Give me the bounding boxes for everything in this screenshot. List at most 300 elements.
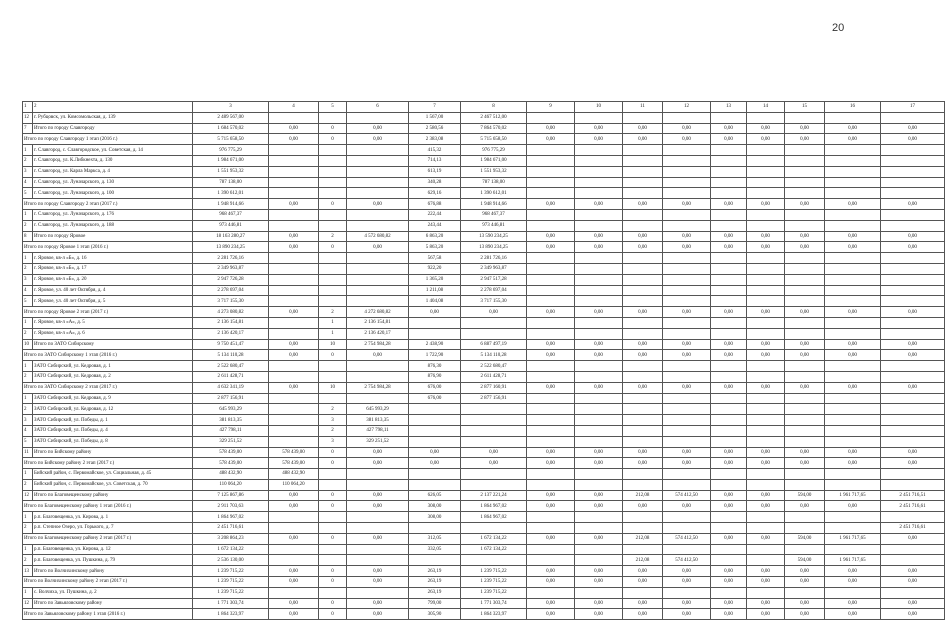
- table-cell: [785, 371, 825, 382]
- table-cell: 0,00: [623, 609, 663, 620]
- table-cell: [663, 371, 711, 382]
- table-cell: [575, 555, 623, 566]
- table-cell: [347, 220, 409, 231]
- table-cell: 1: [23, 393, 33, 404]
- table-cell: 594,00: [785, 533, 825, 544]
- table-cell: [711, 415, 747, 426]
- table-cell: [785, 263, 825, 274]
- table-cell: 0,00: [347, 123, 409, 134]
- table-cell: 4 572 680,82: [347, 231, 409, 242]
- table-cell: 0,00: [347, 458, 409, 469]
- subtotal-label: Итого по городу Яровое 1 этап (2016 г.): [23, 242, 193, 253]
- table-cell: [527, 166, 575, 177]
- table-row: [23, 145, 945, 156]
- table-cell: [575, 544, 623, 555]
- table-header-cell: 17: [881, 102, 945, 113]
- table-cell: 1 404,08: [409, 296, 461, 307]
- table-cell: [527, 317, 575, 328]
- table-cell: [623, 145, 663, 156]
- table-cell: [747, 285, 785, 296]
- table-cell: 2: [319, 307, 347, 318]
- table-cell: [409, 523, 461, 534]
- table-cell: 0,00: [575, 490, 623, 501]
- table-cell: [825, 253, 881, 264]
- table-cell: [527, 177, 575, 188]
- table-cell: [785, 209, 825, 220]
- table-cell: [711, 328, 747, 339]
- table-cell: [575, 145, 623, 156]
- table-cell: [623, 512, 663, 523]
- table-cell: [825, 361, 881, 372]
- table-cell: [527, 587, 575, 598]
- table-cell: [785, 523, 825, 534]
- table-row: [23, 598, 945, 609]
- table-cell: [825, 415, 881, 426]
- table-cell: 0: [319, 458, 347, 469]
- table-cell: 0,00: [269, 339, 319, 350]
- table-cell: 0,00: [663, 447, 711, 458]
- table-cell: 0,00: [747, 134, 785, 145]
- table-row: [23, 328, 945, 339]
- table-cell: 2 536 130,00: [193, 555, 269, 566]
- table-cell: [319, 263, 347, 274]
- table-cell: [575, 155, 623, 166]
- table-cell: [747, 112, 785, 123]
- table-cell: 427 798,11: [193, 425, 269, 436]
- table-cell: 0,00: [269, 382, 319, 393]
- table-cell: 10: [319, 382, 347, 393]
- table-cell: [881, 361, 945, 372]
- table-cell: 0,00: [663, 350, 711, 361]
- table-cell: 0,00: [825, 123, 881, 134]
- table-cell: [319, 587, 347, 598]
- table-cell: [527, 253, 575, 264]
- table-cell: 676,88: [409, 199, 461, 210]
- table-cell: [785, 415, 825, 426]
- table-cell: 2 281 726,16: [193, 253, 269, 264]
- table-cell: [319, 188, 347, 199]
- subtotal-label: Итого по Завьяловскому району 1 этап (2016 г.): [23, 609, 193, 620]
- table-cell: 0,00: [623, 566, 663, 577]
- table-cell: 626,05: [409, 490, 461, 501]
- table-cell: 0,00: [663, 123, 711, 134]
- table-cell: [575, 177, 623, 188]
- table-header-cell: 16: [825, 102, 881, 113]
- table-cell: 0,00: [825, 501, 881, 512]
- table-cell: 0,00: [747, 123, 785, 134]
- table-cell: 5: [23, 188, 33, 199]
- table-cell: 0,00: [785, 350, 825, 361]
- table-cell: 2 911 703,63: [193, 501, 269, 512]
- table-cell: 0: [319, 242, 347, 253]
- table-cell: [527, 469, 575, 480]
- table-cell: 0,00: [575, 501, 623, 512]
- table-cell: р.п. Благовещенка, ул. Кирова, д. 12: [33, 544, 193, 555]
- table-cell: [527, 112, 575, 123]
- table-cell: [269, 155, 319, 166]
- table-cell: [319, 112, 347, 123]
- table-cell: [663, 393, 711, 404]
- table-cell: 0,00: [663, 609, 711, 620]
- table-cell: [623, 220, 663, 231]
- table-cell: 3 717 155,30: [193, 296, 269, 307]
- table-cell: 0,00: [527, 134, 575, 145]
- table-cell: 340,28: [409, 177, 461, 188]
- table-cell: 1 771 303,74: [193, 598, 269, 609]
- table-cell: 0,00: [785, 134, 825, 145]
- table-header-cell: 12: [663, 102, 711, 113]
- table-cell: 0,00: [575, 199, 623, 210]
- table-cell: [347, 188, 409, 199]
- table-cell: [881, 425, 945, 436]
- table-cell: 922,20: [409, 263, 461, 274]
- table-cell: 594,00: [785, 490, 825, 501]
- table-cell: [623, 436, 663, 447]
- table-cell: [663, 512, 711, 523]
- table-cell: 1 239 715,22: [193, 577, 269, 588]
- table-cell: г. Яровое, кв-л «А», д. 6: [33, 328, 193, 339]
- table-cell: [825, 317, 881, 328]
- table-cell: [527, 220, 575, 231]
- table-cell: 2 137 221,24: [461, 490, 527, 501]
- subtotal-label: Итого по городу Яровое 2 этап (2017 г.): [23, 307, 193, 318]
- table-cell: 0,00: [527, 339, 575, 350]
- table-cell: [747, 274, 785, 285]
- table-cell: 0,00: [347, 577, 409, 588]
- table-cell: 0,00: [461, 307, 527, 318]
- subtotal-label: Итого по городу Славгороду 2 этап (2017 г.): [23, 199, 193, 210]
- table-cell: 0,00: [747, 501, 785, 512]
- table-cell: 0,00: [825, 566, 881, 577]
- table-cell: [347, 155, 409, 166]
- table-cell: [881, 155, 945, 166]
- table-cell: [527, 404, 575, 415]
- table-cell: 1 771 303,74: [461, 598, 527, 609]
- table-cell: 0,00: [881, 533, 945, 544]
- table-cell: [269, 209, 319, 220]
- table-cell: [575, 263, 623, 274]
- table-cell: [711, 317, 747, 328]
- table-cell: 0,00: [269, 231, 319, 242]
- table-cell: 0,00: [575, 577, 623, 588]
- table-cell: [623, 274, 663, 285]
- table-cell: [881, 404, 945, 415]
- table-cell: 0,00: [527, 199, 575, 210]
- table-cell: 0,00: [881, 242, 945, 253]
- subtotal-label: Итого по городу Славгороду 1 этап (2016 г.): [23, 134, 193, 145]
- table-cell: 110 064,20: [193, 479, 269, 490]
- table-cell: 1: [319, 328, 347, 339]
- table-cell: 676,00: [409, 382, 461, 393]
- table-cell: 0,00: [711, 490, 747, 501]
- table-cell: 2 877 160,91: [461, 382, 527, 393]
- table-cell: 0,00: [711, 231, 747, 242]
- table-cell: [461, 555, 527, 566]
- table-cell: 13 890 234,25: [461, 242, 527, 253]
- table-cell: 0,00: [881, 307, 945, 318]
- table-cell: [663, 145, 711, 156]
- table-cell: [663, 587, 711, 598]
- table-cell: ЗАТО Сибирский, ул. Кедровая, д. 9: [33, 393, 193, 404]
- table-cell: [825, 587, 881, 598]
- table-cell: [269, 544, 319, 555]
- table-cell: 0,00: [711, 577, 747, 588]
- table-cell: [825, 371, 881, 382]
- table-cell: 0,00: [663, 231, 711, 242]
- table-row: [23, 566, 945, 577]
- table-cell: [747, 512, 785, 523]
- table-cell: [347, 512, 409, 523]
- table-cell: [881, 220, 945, 231]
- table-cell: 0: [319, 447, 347, 458]
- table-cell: 5 715 658,50: [193, 134, 269, 145]
- table-cell: [711, 587, 747, 598]
- table-cell: [663, 112, 711, 123]
- table-cell: 1 390 612,01: [461, 188, 527, 199]
- table-cell: 567,58: [409, 253, 461, 264]
- table-cell: [711, 523, 747, 534]
- table-cell: р.п. Степное Озеро, ул. Горького, д. 7: [33, 523, 193, 534]
- table-cell: [319, 209, 347, 220]
- table-cell: [825, 523, 881, 534]
- table-cell: 2 611 428,71: [461, 371, 527, 382]
- table-cell: [319, 274, 347, 285]
- subtotal-label: Итого по Волчихинскому району 2 этап (2017 г.): [23, 577, 193, 588]
- table-cell: [785, 479, 825, 490]
- table-cell: [623, 425, 663, 436]
- table-header-cell: 6: [347, 102, 409, 113]
- table-cell: 222,44: [409, 209, 461, 220]
- table-cell: 0,00: [785, 242, 825, 253]
- table-cell: [527, 523, 575, 534]
- table-header-row: [23, 102, 945, 113]
- table-cell: [711, 436, 747, 447]
- table-cell: г. Славгород, ул. Луначарского, д. 188: [33, 220, 193, 231]
- table-cell: г. Яровое, ул. 40 лет Октября, д. 4: [33, 285, 193, 296]
- subtotal-row: [23, 134, 945, 145]
- table-cell: [319, 145, 347, 156]
- table-cell: [269, 296, 319, 307]
- table-cell: 0,00: [881, 609, 945, 620]
- table-cell: 0,00: [527, 350, 575, 361]
- table-cell: [663, 415, 711, 426]
- table-cell: [575, 166, 623, 177]
- table-cell: [347, 274, 409, 285]
- table-header-cell: 14: [747, 102, 785, 113]
- table-cell: [785, 328, 825, 339]
- table-cell: [409, 555, 461, 566]
- table-cell: [747, 479, 785, 490]
- table-cell: [785, 145, 825, 156]
- table-cell: 645 993,29: [193, 404, 269, 415]
- table-header-cell: 1: [23, 102, 33, 113]
- table-cell: [785, 404, 825, 415]
- table-cell: [825, 209, 881, 220]
- table-cell: 0,00: [825, 242, 881, 253]
- table-cell: [347, 361, 409, 372]
- table-cell: [747, 587, 785, 598]
- table-cell: [881, 469, 945, 480]
- table-cell: 0,00: [881, 566, 945, 577]
- table-cell: 0,00: [527, 382, 575, 393]
- table-cell: [747, 209, 785, 220]
- table-cell: [623, 112, 663, 123]
- table-cell: 0,00: [461, 447, 527, 458]
- table-cell: 0,00: [711, 199, 747, 210]
- table-cell: [785, 436, 825, 447]
- table-cell: [461, 479, 527, 490]
- table-cell: 427 798,11: [347, 425, 409, 436]
- table-cell: [711, 393, 747, 404]
- table-cell: [269, 555, 319, 566]
- table-cell: г. Яровое, кв-л «Б», д. 17: [33, 263, 193, 274]
- table-cell: 2 136 154,81: [193, 317, 269, 328]
- table-row: [23, 587, 945, 598]
- table-cell: 2 438,90: [409, 339, 461, 350]
- table-cell: 6 887 497,19: [461, 339, 527, 350]
- table-cell: [881, 479, 945, 490]
- table-cell: [575, 479, 623, 490]
- table-cell: [319, 155, 347, 166]
- table-cell: 0,00: [747, 339, 785, 350]
- table-cell: 0,00: [711, 242, 747, 253]
- table-cell: [881, 253, 945, 264]
- table-cell: 312,05: [409, 533, 461, 544]
- table-cell: 12: [23, 598, 33, 609]
- table-cell: г. Славгород, ул. Карла Маркса, д. 4: [33, 166, 193, 177]
- table-cell: [881, 274, 945, 285]
- table-cell: 0,00: [881, 350, 945, 361]
- table-cell: [663, 436, 711, 447]
- table-cell: [825, 296, 881, 307]
- table-cell: [825, 544, 881, 555]
- table-cell: 645 993,29: [347, 404, 409, 415]
- table-cell: [881, 209, 945, 220]
- table-cell: 0,00: [347, 350, 409, 361]
- table-cell: [575, 523, 623, 534]
- table-cell: 2 278 697,04: [461, 285, 527, 296]
- table-cell: г. Славгород, ул. К.Либкнехта, д. 130: [33, 155, 193, 166]
- table-cell: г. Славгород, ул. Луначарского, д. 176: [33, 209, 193, 220]
- table-cell: [575, 328, 623, 339]
- table-cell: 0,00: [347, 609, 409, 620]
- subtotal-row: [23, 307, 945, 318]
- table-cell: [747, 415, 785, 426]
- table-cell: 0,00: [881, 231, 945, 242]
- table-cell: 0,00: [663, 577, 711, 588]
- table-cell: 0,00: [623, 307, 663, 318]
- table-cell: 2 349 963,87: [193, 263, 269, 274]
- table-cell: [825, 220, 881, 231]
- table-cell: [881, 188, 945, 199]
- table-cell: 0,00: [711, 339, 747, 350]
- table-cell: 11: [23, 447, 33, 458]
- table-cell: 2 947 726,28: [193, 274, 269, 285]
- table-row: [23, 112, 945, 123]
- subtotal-row: [23, 199, 945, 210]
- table-cell: г. Славгород, с. Славгородское, ул. Советская, д. 14: [33, 145, 193, 156]
- table-cell: 2 281 726,16: [461, 253, 527, 264]
- table-cell: 0,00: [347, 501, 409, 512]
- table-cell: [623, 317, 663, 328]
- table-cell: 799,00: [409, 598, 461, 609]
- table-cell: 4: [23, 177, 33, 188]
- table-cell: [785, 469, 825, 480]
- table-cell: 3: [319, 415, 347, 426]
- table-cell: [825, 328, 881, 339]
- table-cell: [663, 177, 711, 188]
- table-cell: 12: [23, 490, 33, 501]
- table-cell: 574 412,50: [663, 555, 711, 566]
- table-cell: 0,00: [785, 123, 825, 134]
- subtotal-row: [23, 242, 945, 253]
- table-cell: [319, 479, 347, 490]
- subtotal-label: Итого по Благовещенскому району 2 этап (2017 г.): [23, 533, 193, 544]
- table-row: [23, 285, 945, 296]
- table-cell: 0,00: [347, 490, 409, 501]
- table-cell: 0,00: [747, 242, 785, 253]
- table-cell: 0,00: [747, 533, 785, 544]
- table-cell: [623, 209, 663, 220]
- table-cell: 8: [23, 231, 33, 242]
- table-cell: 1: [23, 544, 33, 555]
- table-cell: [711, 479, 747, 490]
- table-cell: [269, 285, 319, 296]
- table-cell: 308,00: [409, 501, 461, 512]
- table-cell: 263,19: [409, 566, 461, 577]
- table-cell: 1 239 715,22: [193, 587, 269, 598]
- table-cell: [663, 263, 711, 274]
- table-cell: ЗАТО Сибирский, ул. Победы, д. 4: [33, 425, 193, 436]
- table-cell: [319, 296, 347, 307]
- table-cell: [785, 220, 825, 231]
- table-cell: 0,00: [711, 350, 747, 361]
- table-cell: 578 439,00: [269, 447, 319, 458]
- table-cell: [623, 188, 663, 199]
- table-cell: 2 136 154,81: [347, 317, 409, 328]
- table-cell: [461, 404, 527, 415]
- table-cell: [747, 296, 785, 307]
- table-cell: 0,00: [623, 123, 663, 134]
- table-cell: 0,00: [623, 339, 663, 350]
- table-cell: ЗАТО Сибирский, ул. Кедровая, д. 2: [33, 371, 193, 382]
- table-cell: [747, 404, 785, 415]
- table-cell: 0,00: [623, 134, 663, 145]
- table-cell: [269, 112, 319, 123]
- table-cell: 3: [23, 274, 33, 285]
- table-header-cell: 8: [461, 102, 527, 113]
- table-cell: 4: [23, 285, 33, 296]
- table-cell: [711, 361, 747, 372]
- table-cell: [319, 555, 347, 566]
- table-cell: [527, 209, 575, 220]
- table-cell: [881, 145, 945, 156]
- table-cell: 2 383,08: [409, 134, 461, 145]
- table-cell: 0,00: [269, 307, 319, 318]
- table-cell: 0,00: [825, 231, 881, 242]
- table-cell: 0,00: [663, 242, 711, 253]
- table-cell: [527, 296, 575, 307]
- table-cell: [575, 587, 623, 598]
- table-cell: 0,00: [527, 566, 575, 577]
- table-cell: [663, 285, 711, 296]
- table-cell: 2: [319, 404, 347, 415]
- table-cell: 3 717 155,30: [461, 296, 527, 307]
- table-cell: [527, 425, 575, 436]
- table-cell: 876,30: [409, 361, 461, 372]
- table-cell: 0,00: [575, 123, 623, 134]
- table-cell: [785, 425, 825, 436]
